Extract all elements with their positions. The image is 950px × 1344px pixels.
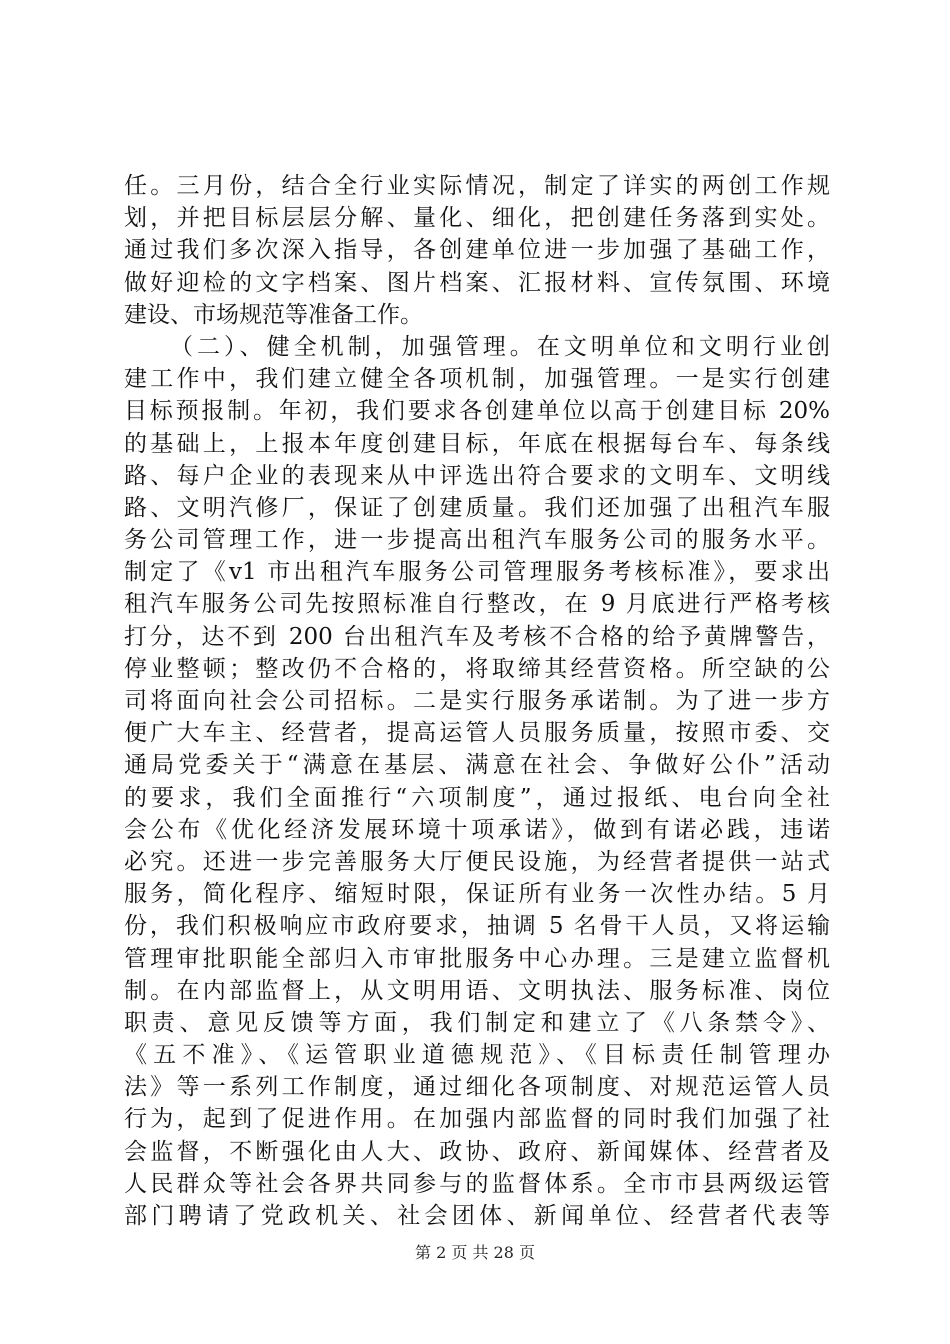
text-line: 制定了《v1 市出租汽车服务公司管理服务考核标准》，要求出	[124, 559, 830, 586]
text-line: 职责、意见反馈等方面，我们制定和建立了《八条禁令》、	[124, 1009, 830, 1036]
body-text	[124, 170, 830, 1232]
text-line: 司将面向社会公司招标。二是实行服务承诺制。为了进一步方	[124, 688, 830, 714]
text-line: 行为，起到了促进作用。在加强内部监督的同时我们加强了社	[124, 1106, 830, 1133]
text-line: 服务，简化程序、缩短时限，保证所有业务一次性办结。5 月	[124, 881, 830, 908]
text-line: 通局党委关于“满意在基层、满意在社会、争做好公仆”活动	[124, 752, 830, 779]
text-line: 会公布《优化经济发展环境十项承诺》，做到有诺必践，违诺	[124, 816, 830, 843]
text-line: 划，并把目标层层分解、量化、细化，把创建任务落到实处。	[124, 205, 830, 232]
text-line: 建设、市场规范等准备工作。	[124, 301, 423, 328]
text-line: 的基础上，上报本年度创建目标，年底在根据每台车、每条线	[124, 430, 830, 457]
text-line: 管理审批职能全部归入市审批服务中心办理。三是建立监督机	[124, 945, 830, 972]
text-line: 份，我们积极响应市政府要求，抽调 5 名骨干人员，又将运输	[124, 913, 830, 940]
text-line: 租汽车服务公司先按照标准自行整改，在 9 月底进行严格考核	[124, 591, 830, 618]
text-line: 务公司管理工作，进一步提高出租汽车服务公司的服务水平。	[124, 527, 830, 554]
text-line: 部门聘请了党政机关、社会团体、新闻单位、经营者代表等	[124, 1203, 830, 1229]
text-line: 人民群众等社会各界共同参与的监督体系。全市市县两级运管	[124, 1170, 830, 1197]
text-line: 会监督，不断强化由人大、政协、政府、新闻媒体、经营者及	[124, 1138, 830, 1165]
text-line: 便广大车主、经营者，提高运管人员服务质量，按照市委、交	[124, 720, 830, 747]
page-number-footer: 第 2 页 共 28 页	[415, 1243, 535, 1262]
text-line: 路、文明汽修厂，保证了创建质量。我们还加强了出租汽车服	[124, 494, 830, 521]
text-line: 制。在内部监督上，从文明用语、文明执法、服务标准、岗位	[124, 977, 830, 1004]
text-line: 路、每户企业的表现来从中评选出符合要求的文明车、文明线	[124, 462, 830, 489]
text-line: 停业整顿；整改仍不合格的，将取缔其经营资格。所空缺的公	[124, 655, 830, 682]
text-line: 通过我们多次深入指导，各创建单位进一步加强了基础工作，	[124, 237, 830, 264]
text-line: 打分，达不到 200 台出租汽车及考核不合格的给予黄牌警告，	[124, 623, 830, 650]
text-line: 必究。还进一步完善服务大厅便民设施，为经营者提供一站式	[124, 848, 830, 875]
text-line: 建工作中，我们建立健全各项机制，加强管理。一是实行创建	[124, 366, 830, 393]
text-line: 《五不准》、《运管职业道德规范》、《目标责任制管理办	[124, 1042, 830, 1069]
text-line: 的要求，我们全面推行“六项制度”，通过报纸、电台向全社	[124, 784, 830, 811]
text-line: 法》等一系列工作制度，通过细化各项制度、对规范运管人员	[124, 1074, 830, 1101]
text-line: 做好迎检的文字档案、图片档案、汇报材料、宣传氛围、环境	[124, 269, 830, 296]
text-line: 目标预报制。年初，我们要求各创建单位以高于创建目标 20%	[124, 398, 830, 425]
section-heading-line: （二）、健全机制，加强管理。在文明单位和文明行业创	[170, 333, 830, 360]
text-line: 任。三月份，结合全行业实际情况，制定了详实的两创工作规	[124, 173, 830, 199]
